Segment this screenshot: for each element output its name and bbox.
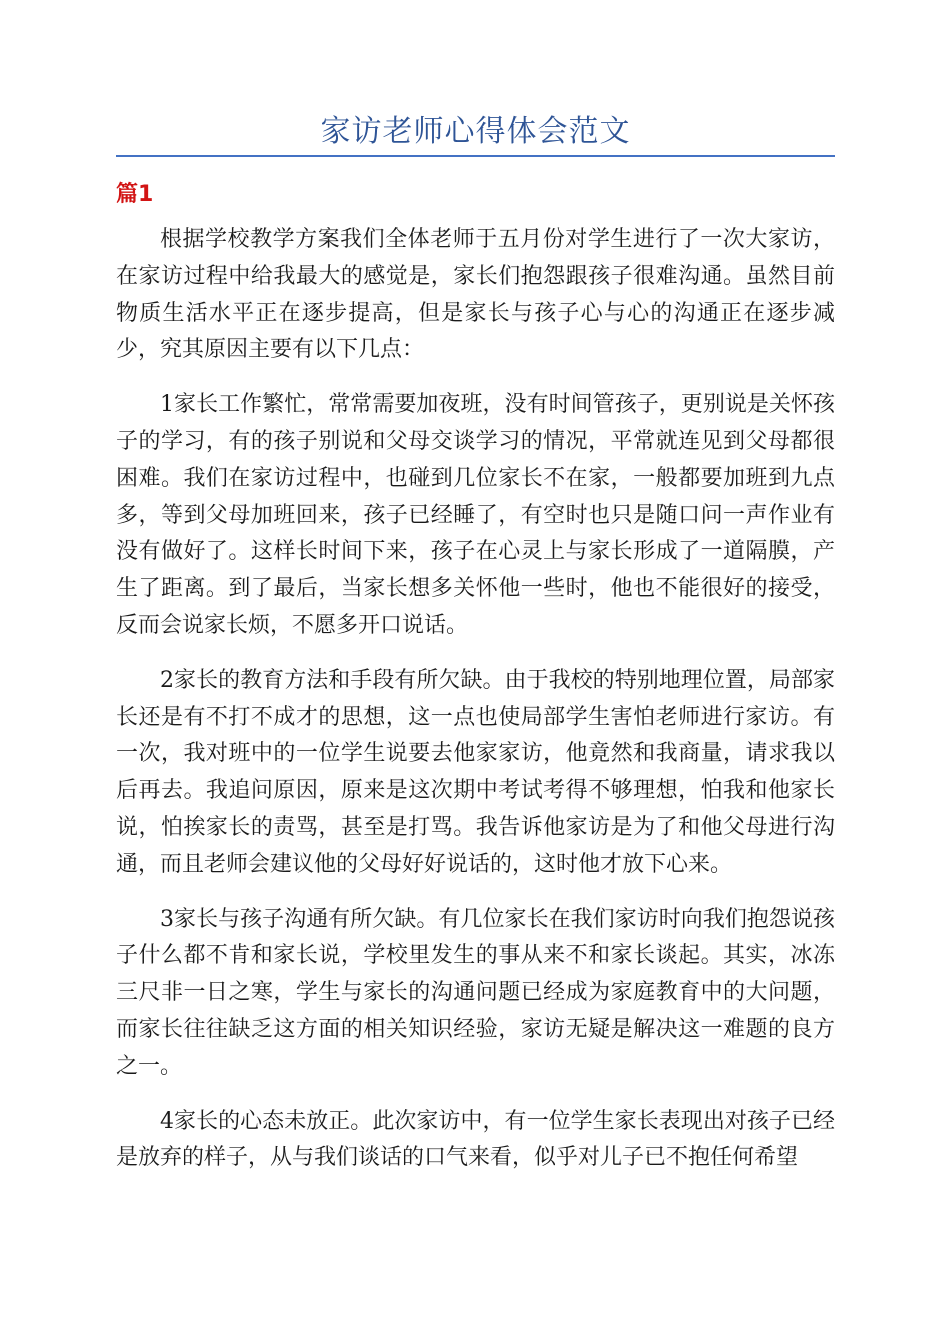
paragraph-intro: 根据学校教学方案我们全体老师于五月份对学生进行了一次大家访，在家访过程中给我最大的感觉是，家长们抱怨跟孩子很难沟通。虽然目前物质生活水平正在逐步提高，但是家长与孩子心与心的沟通正在逐步减少，究其原因主要有以下几点： — [116, 227, 835, 363]
paragraph-point-1: 1家长工作繁忙，常常需要加夜班，没有时间管孩子，更别说是关怀孩子的学习，有的孩子别说和父母交谈学习的情况，平常就连见到父母都很困难。我们在家访过程中，也碰到几位家长不在家，一般都要加班到九点多，等到父母加班回来，孩子已经睡了，有空时也只是随口问一声作业有没有做好了。这样长时间下来，孩子在心灵上与家长形成了一道隔膜，产生了距离。到了最后，当家长想多关怀他一些时，他也不能很好的接受，反而会说家长烦，不愿多开口说话。 — [116, 392, 835, 638]
document-title: 家访老师心得体会范文 — [320, 114, 631, 149]
document-body — [116, 222, 835, 1195]
section-heading: 篇1 — [116, 182, 154, 207]
paragraph-point-3: 3家长与孩子沟通有所欠缺。有几位家长在我们家访时向我们抱怨说孩子什么都不肯和家长说，学校里发生的事从来不和家长谈起。其实，冰冻三尺非一日之寒，学生与家长的沟通问题已经成为家庭教育中的大问题，而家长往往缺乏这方面的相关知识经验，家访无疑是解决这一难题的良方之一。 — [116, 906, 835, 1079]
paragraph-point-4: 4家长的心态未放正。此次家访中，有一位学生家长表现出对孩子已经是放弃的样子，从与我们谈话的口气来看，似乎对儿子已不抱任何希望 — [116, 1108, 835, 1171]
title-underline — [116, 155, 835, 157]
paragraph-point-2: 2家长的教育方法和手段有所欠缺。由于我校的特别地理位置，局部家长还是有不打不成才的思想，这一点也使局部学生害怕老师进行家访。有一次，我对班中的一位学生说要去他家家访，他竟然和我商量，请求我以后再去。我追问原因，原来是这次期中考试考得不够理想，怕我和他家长说，怕挨家长的责骂，甚至是打骂。我告诉他家访是为了和他父母进行沟通，而且老师会建议他的父母好好说话的，这时他才放下心来。 — [116, 667, 835, 877]
